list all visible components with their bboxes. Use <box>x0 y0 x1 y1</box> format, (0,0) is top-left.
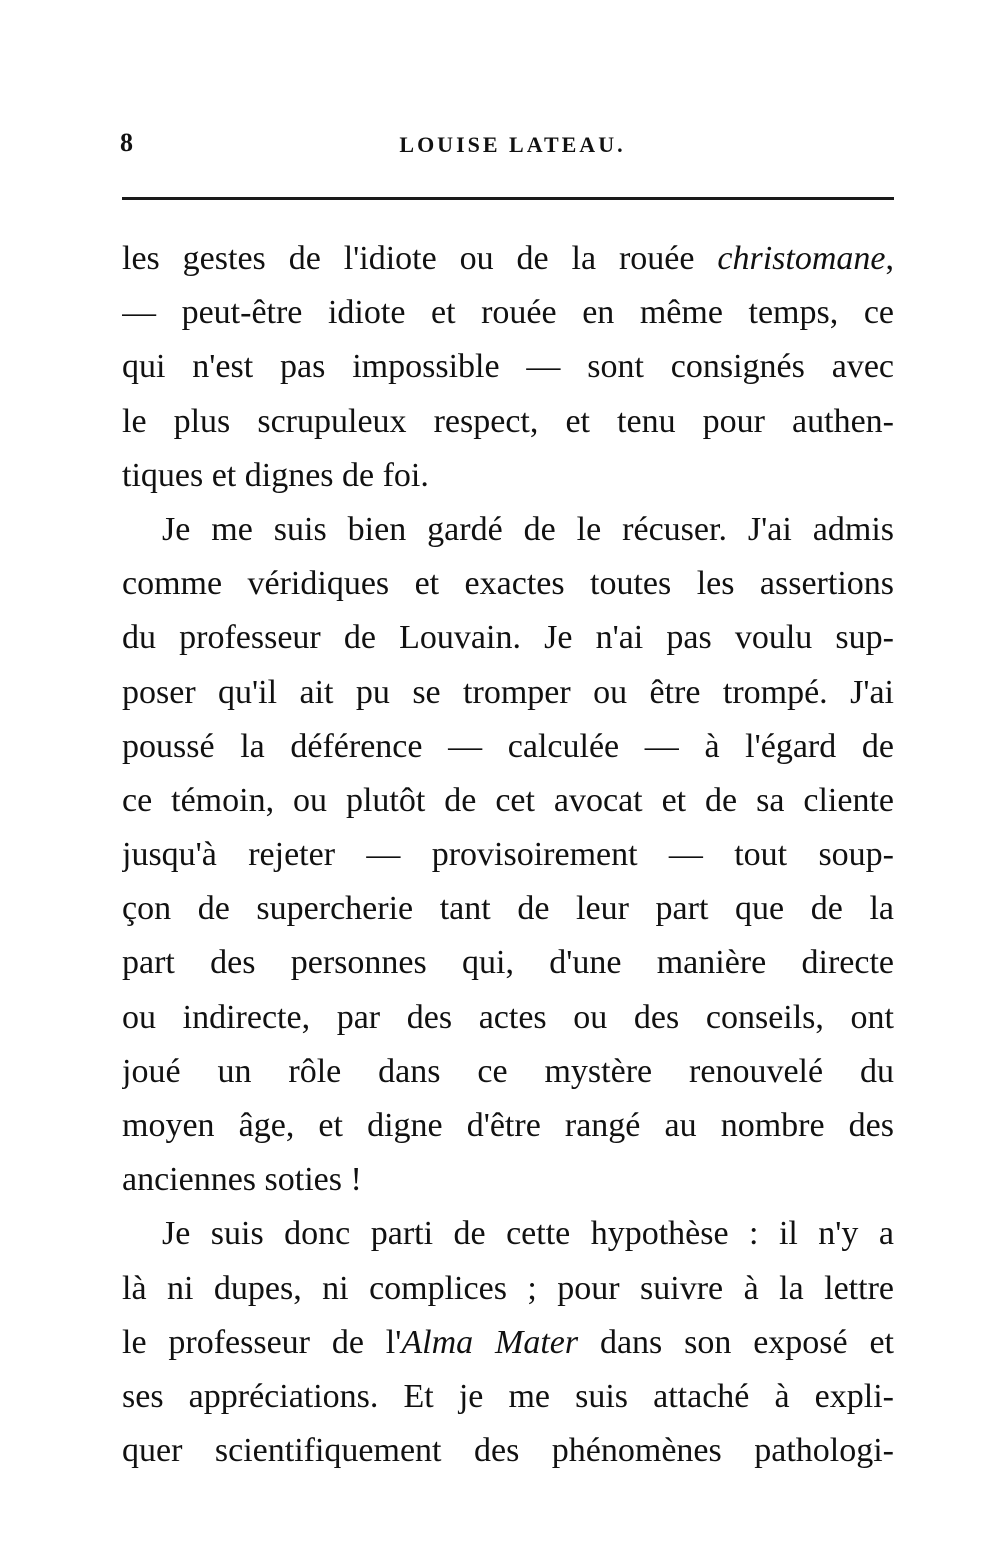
text-line <box>122 286 894 340</box>
text-segment: joué un rôle dans ce mystère renouvelé du <box>122 1052 894 1090</box>
text-segment: anciennes soties ! <box>122 1161 362 1199</box>
text-segment: çon de supercherie tant de leur part que de la <box>122 890 894 928</box>
paragraph <box>122 503 894 1207</box>
text-segment: tiques et dignes de foi. <box>122 456 429 494</box>
body-text <box>122 232 894 1478</box>
text-line <box>122 828 894 882</box>
text-segment: poser qu'il ait pu se tromper ou être trompé. J'ai <box>122 673 894 711</box>
text-segment: poussé la déférence — calculée — à l'égard de <box>122 727 894 765</box>
running-title: LOUISE LATEAU. <box>399 132 626 157</box>
page-number: 8 <box>120 128 134 157</box>
italic-text: christomane <box>717 240 886 277</box>
text-segment: part des personnes qui, d'une manière directe <box>122 944 894 982</box>
text-segment: le plus scrupuleux respect, et tenu pour authen- <box>122 402 894 440</box>
paragraph <box>122 232 894 503</box>
text-line <box>122 395 894 449</box>
text-segment: jusqu'à rejeter — provisoirement — tout soup- <box>122 836 894 874</box>
text-segment: qui n'est pas impossible — sont consignés avec <box>122 348 894 386</box>
paragraph <box>122 1207 894 1478</box>
text-segment: le professeur de l' <box>122 1323 402 1361</box>
text-line <box>122 774 894 828</box>
text-line <box>122 1262 894 1316</box>
text-segment: comme véridiques et exactes toutes les assertions <box>122 565 894 603</box>
text-line <box>122 449 894 503</box>
text-line <box>122 991 894 1045</box>
text-line <box>122 1153 894 1207</box>
text-line <box>122 1099 894 1153</box>
text-segment: les gestes de l'idiote ou de la rouée <box>122 240 718 277</box>
text-line <box>122 936 894 990</box>
text-segment: là ni dupes, ni complices ; pour suivre à la lettre <box>122 1269 894 1307</box>
text-segment: dans son exposé et <box>578 1323 894 1361</box>
header-rule <box>122 197 894 200</box>
text-line <box>122 1207 894 1261</box>
page-header <box>120 128 895 168</box>
text-segment: Je suis donc parti de cette hypothèse : il n'y a <box>162 1215 894 1253</box>
text-segment: , <box>885 240 894 277</box>
text-line <box>122 232 894 286</box>
text-segment: Je me suis bien gardé de le récuser. J'ai admis <box>162 510 894 548</box>
text-line <box>122 720 894 774</box>
text-segment: ses appréciations. Et je me suis attaché à expli- <box>122 1377 894 1415</box>
text-segment: moyen âge, et digne d'être rangé au nombre des <box>122 1107 894 1144</box>
text-line <box>122 1424 894 1478</box>
text-line <box>122 666 894 720</box>
italic-text: Alma Mater <box>401 1323 579 1361</box>
text-segment: ou indirecte, par des actes ou des conseils, ont <box>122 998 894 1036</box>
text-segment: ce témoin, ou plutôt de cet avocat et de sa cliente <box>122 781 894 819</box>
text-line <box>122 1370 894 1424</box>
text-line <box>122 611 894 665</box>
text-line <box>122 1316 894 1370</box>
text-segment: quer scientifiquement des phénomènes pathologi- <box>122 1432 894 1470</box>
text-line <box>122 1045 894 1099</box>
text-line <box>122 503 894 557</box>
text-segment: — peut-être idiote et rouée en même temps, ce <box>122 294 894 332</box>
text-line <box>122 340 894 394</box>
text-line <box>122 557 894 611</box>
text-segment: du professeur de Louvain. Je n'ai pas voulu sup- <box>122 619 894 657</box>
text-line <box>122 882 894 936</box>
